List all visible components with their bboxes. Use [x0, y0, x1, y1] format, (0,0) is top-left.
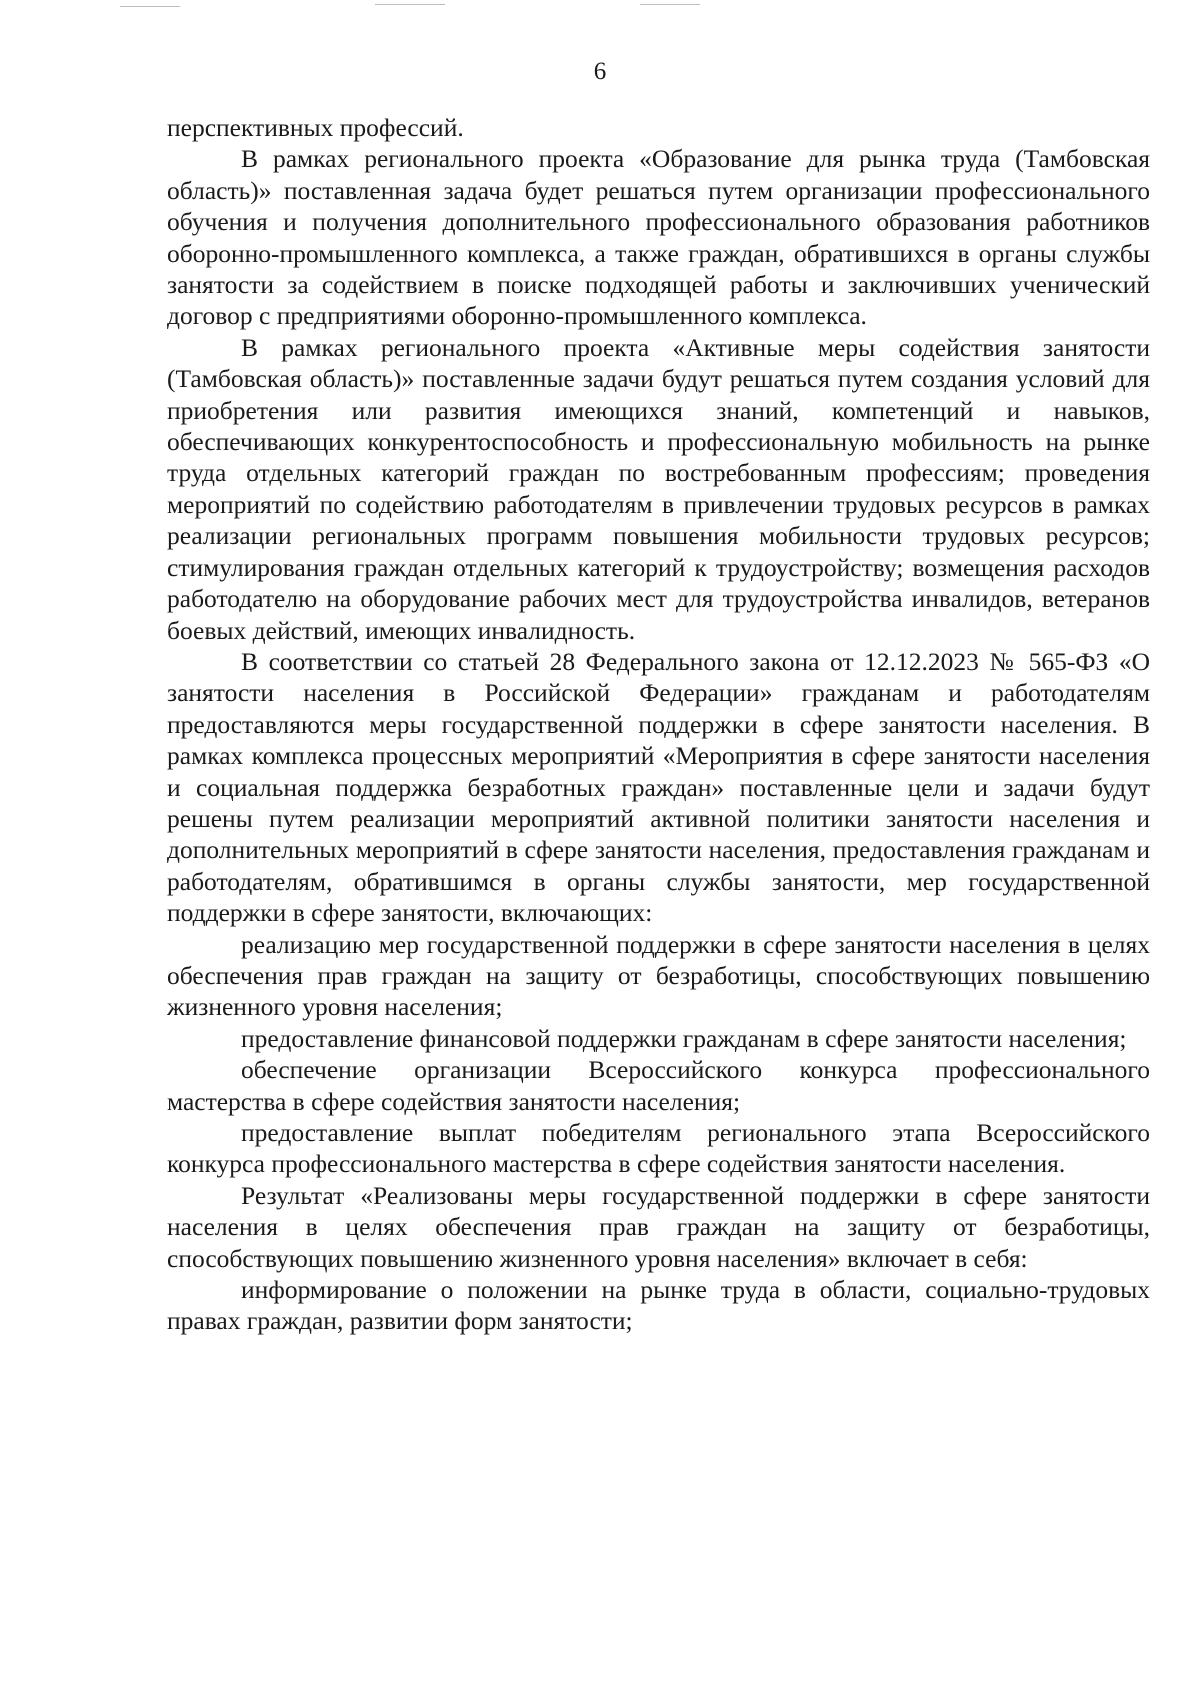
scan-artifact — [640, 4, 700, 5]
list-item-winner-payments: предоставление выплат победителям регионального этапа Всероссийского конкурса профессионального мастерства в сфере содействия занятости населения. — [167, 1118, 1150, 1179]
paragraph-federal-law-reference: В соответствии со статьей 28 Федерального закона от 12.12.2023 № 565-ФЗ «О занятости населения в Российской Федерации» гражданам и работодателям предоставляются меры государственной поддержки в сфере занятости населения. В рамках комплекса процессных мероприятий «Мероприятия в сфере занятости населения и социальная поддержка безработных граждан» поставленные цели и задачи будут решены путем реализации мероприятий активной политики занятости населения и дополнительных мероприятий в сфере занятости населения, предоставления гражданам и работодателям, обратившимся в органы службы занятости, мер государственной поддержки в сфере занятости, включающих: — [167, 646, 1150, 928]
list-item-contest-organization: обеспечение организации Всероссийского конкурса профессионального мастерства в сфере содействия занятости населения; — [167, 1055, 1150, 1116]
paragraph-active-employment-project: В рамках регионального проекта «Активные меры содействия занятости (Тамбовская область)» поставленные задачи будут решаться путем создания условий для приобретения или развития имеющихся знаний, компетенций и навыков, обеспечивающих конкурентоспособность и профессиональную мобильность на рынке труда отдельных категорий граждан по востребованным профессиям; проведения мероприятий по содействию работодателям в привлечении трудовых ресурсов в рамках реализации региональных программ повышения мобильности трудовых ресурсов; стимулирования граждан отдельных категорий к трудоустройству; возмещения расходов работодателю на оборудование рабочих мест для трудоустройства инвалидов, ветеранов боевых действий, имеющих инвалидность. — [167, 332, 1150, 645]
list-item-financial-support: предоставление финансовой поддержки гражданам в сфере занятости населения; — [241, 1023, 1127, 1053]
paragraph-education-project: В рамках регионального проекта «Образование для рынка труда (Тамбовская область)» поставленная задача будет решаться путем организации профессионального обучения и получения дополнительного профессионального образования работников оборонно-промышленного комплекса, а также граждан, обратившихся в органы службы занятости за содействием в поиске подходящей работы и заключивших ученический договор с предприятиями оборонно-промышленного комплекса. — [167, 144, 1150, 331]
paragraph-result-description: Результат «Реализованы меры государственной поддержки в сфере занятости населения в целях обеспечения прав граждан на защиту от безработицы, способствующих повышению жизненного уровня населения» включает в себя: — [167, 1180, 1150, 1273]
page-number: 6 — [593, 58, 607, 85]
document-body — [167, 112, 1150, 1337]
list-item-labor-market-info: информирование о положении на рынке труда в области, социально-трудовых правах граждан, развитии форм занятости; — [167, 1275, 1150, 1336]
scan-artifact — [120, 6, 180, 7]
paragraph-continuation: перспективных профессий. — [167, 113, 464, 142]
list-item-state-support-measures: реализацию мер государственной поддержки в сфере занятости населения в целях обеспечения прав граждан на защиту от безработицы, способствующих повышению жизненного уровня населения; — [167, 929, 1150, 1022]
scan-artifact — [375, 4, 445, 5]
